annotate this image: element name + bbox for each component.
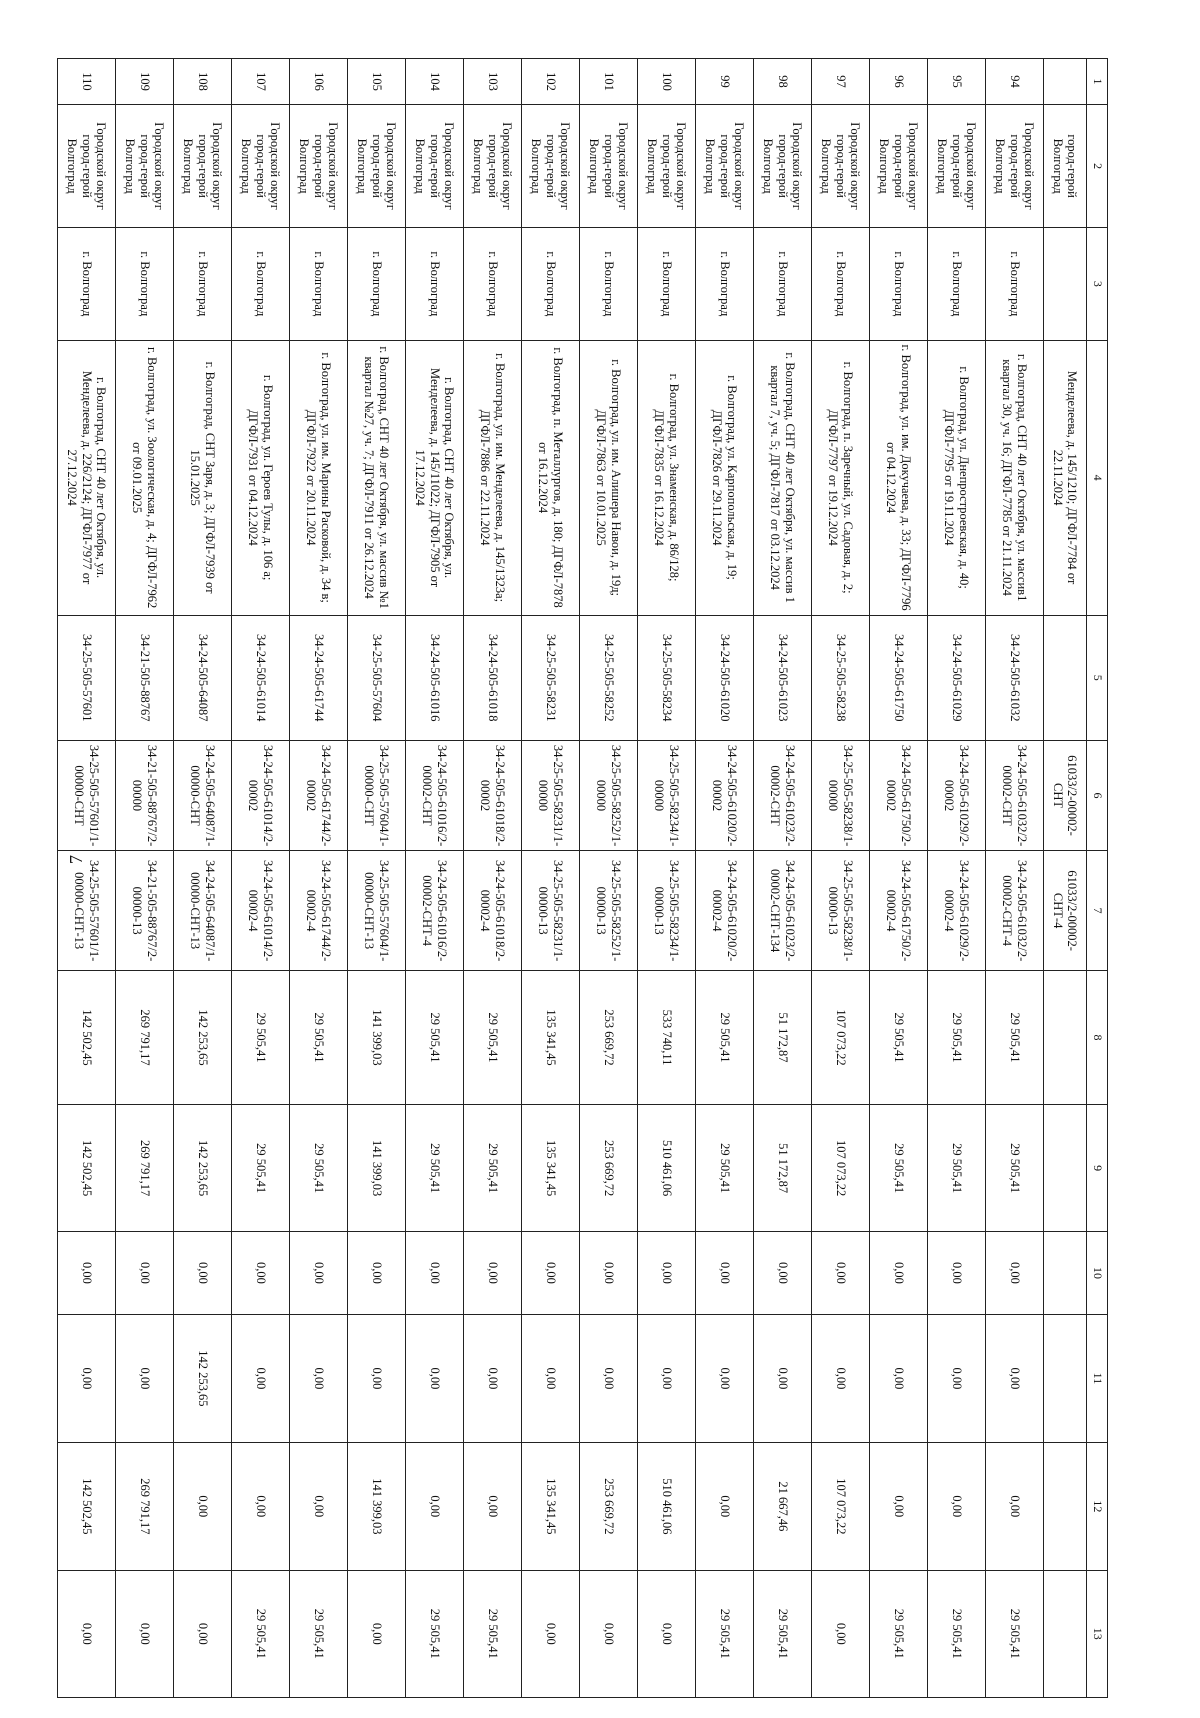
row-number-cell: 102 xyxy=(522,59,580,105)
table-cell: 34-24-505-61023 xyxy=(754,615,812,740)
table-cell: 34-25-505-58231/1-00000-13 xyxy=(522,851,580,971)
table-cell: г. Волгоград, СНТ 40 лет Октября, ул. Менделеева, д. 226/2124; ДГФЛ-7977 от 27.12.2024 xyxy=(58,340,116,615)
table-cell: 269 791,17 xyxy=(116,971,174,1105)
table-cell: 142 502,45 xyxy=(58,1104,116,1231)
table-cell: 253 669,72 xyxy=(580,1104,638,1231)
table-cell: г. Волгоград xyxy=(986,228,1044,340)
table-cell: 61033/2-00002-СНТ xyxy=(1044,740,1087,850)
table-cell: 0,00 xyxy=(928,1443,986,1570)
table-cell: 141 399,03 xyxy=(348,971,406,1105)
table-cell xyxy=(1044,1104,1087,1231)
table-cell: Городской округ город-герой Волгоград xyxy=(348,105,406,228)
table-cell: г. Волгоград, ул. им. Марины Расковой, д. 34 в; ДГФЛ-7922 от 20.11.2024 xyxy=(290,340,348,615)
table-cell: 0,00 xyxy=(348,1570,406,1697)
table-cell: 0,00 xyxy=(232,1314,290,1442)
table-cell: 34-24-505-61032/2-00002-СНТ xyxy=(986,740,1044,850)
header-cell: 12 xyxy=(1087,1443,1108,1570)
table-cell: 34-24-505-61016 xyxy=(406,615,464,740)
table-cell: 29 505,41 xyxy=(696,971,754,1105)
table-cell: 34-25-505-58231 xyxy=(522,615,580,740)
table-cell: 0,00 xyxy=(290,1314,348,1442)
table-cell: 135 341,45 xyxy=(522,1104,580,1231)
table-cell: 34-21-505-88767 xyxy=(116,615,174,740)
row-number-cell: 104 xyxy=(406,59,464,105)
table-cell: 34-24-505-61020 xyxy=(696,615,754,740)
table-cell: 34-24-505-64087 xyxy=(174,615,232,740)
table-cell: 34-24-505-61016/2-00002-СНТ xyxy=(406,740,464,850)
table-cell: 0,00 xyxy=(58,1232,116,1314)
table-cell: 34-24-505-61018 xyxy=(464,615,522,740)
table-cell: 0,00 xyxy=(232,1443,290,1570)
table-cell: 135 341,45 xyxy=(522,971,580,1105)
table-cell: 253 669,72 xyxy=(580,971,638,1105)
table-cell: 142 502,45 xyxy=(58,971,116,1105)
table-cell: Городской округ город-герой Волгоград xyxy=(116,105,174,228)
table-cell: г. Волгоград, ул. Героев Тулы, д. 106 а; ДГФЛ-7931 от 04.12.2024 xyxy=(232,340,290,615)
table-cell: 34-24-505-61744/2-00002-4 xyxy=(290,851,348,971)
table-cell: 34-25-505-57601 xyxy=(58,615,116,740)
table-cell: 34-25-505-57604/1-00000-СНТ-13 xyxy=(348,851,406,971)
table-cell: 29 505,41 xyxy=(754,1570,812,1697)
row-number-cell: 107 xyxy=(232,59,290,105)
table-cell: 29 505,41 xyxy=(232,971,290,1105)
table-cell: Городской округ город-герой Волгоград xyxy=(58,105,116,228)
registry-table xyxy=(57,58,1108,1698)
table-cell: 0,00 xyxy=(928,1232,986,1314)
table-cell: 34-24-505-61018/2-00002-4 xyxy=(464,851,522,971)
table-cell: Городской округ город-герой Волгоград xyxy=(928,105,986,228)
table-cell: Городской округ город-герой Волгоград xyxy=(638,105,696,228)
table-cell: 34-24-505-61023/2-00002-СНТ-134 xyxy=(754,851,812,971)
table-cell: 34-24-505-61020/2-00002-4 xyxy=(696,851,754,971)
table-cell: г. Волгоград xyxy=(638,228,696,340)
table-row xyxy=(696,59,754,1698)
table-row xyxy=(232,59,290,1698)
table-cell: Городской округ город-герой Волгоград xyxy=(754,105,812,228)
table-cell: 29 505,41 xyxy=(406,1570,464,1697)
table-cell: г. Волгоград xyxy=(870,228,928,340)
table-cell: 0,00 xyxy=(290,1232,348,1314)
table-cell: 253 669,72 xyxy=(580,1443,638,1570)
table-cell xyxy=(1044,1443,1087,1570)
table-cell: 34-24-505-64087/1-00000-СНТ-13 xyxy=(174,851,232,971)
rotated-table-wrapper xyxy=(65,58,1108,1698)
table-cell: 34-25-505-58238 xyxy=(812,615,870,740)
table-row xyxy=(58,59,116,1698)
table-cell: 29 505,41 xyxy=(406,971,464,1105)
table-cell: г. Волгоград, СНТ 40 лет Октября, ул. Менделеева, д. 145/11022; ДГФЛ-7905 от 17.12.2024 xyxy=(406,340,464,615)
table-row xyxy=(986,59,1044,1698)
table-cell: 34-25-505-58238/1-00000-13 xyxy=(812,851,870,971)
table-row xyxy=(580,59,638,1698)
table-cell: 34-24-505-61014 xyxy=(232,615,290,740)
table-cell: 0,00 xyxy=(406,1232,464,1314)
table-cell: 34-24-505-61018/2-00002 xyxy=(464,740,522,850)
header-cell: 7 xyxy=(1087,851,1108,971)
row-number-cell: 109 xyxy=(116,59,174,105)
table-cell: 107 073,22 xyxy=(812,971,870,1105)
table-cell: 0,00 xyxy=(58,1314,116,1442)
table-cell: 29 505,41 xyxy=(464,1104,522,1231)
row-number-cell: 96 xyxy=(870,59,928,105)
table-cell: 34-25-505-57604/1-00000-СНТ xyxy=(348,740,406,850)
table-row xyxy=(928,59,986,1698)
table-cell xyxy=(1044,615,1087,740)
table-cell: 107 073,22 xyxy=(812,1443,870,1570)
table-cell: 34-25-505-58234/1-00000 xyxy=(638,740,696,850)
table-cell: 0,00 xyxy=(986,1314,1044,1442)
table-cell: 34-25-505-58234/1-00000-13 xyxy=(638,851,696,971)
table-header-row xyxy=(1087,59,1108,1698)
table-cell: 0,00 xyxy=(348,1314,406,1442)
header-cell: 11 xyxy=(1087,1314,1108,1442)
row-number-cell: 110 xyxy=(58,59,116,105)
table-cell: Городской округ город-герой Волгоград xyxy=(232,105,290,228)
row-number-cell: 100 xyxy=(638,59,696,105)
table-row xyxy=(348,59,406,1698)
table-cell: город-герой Волгоград xyxy=(1044,105,1087,228)
table-cell: 0,00 xyxy=(986,1232,1044,1314)
table-cell: г. Волгоград xyxy=(348,228,406,340)
table-cell: 34-25-505-58234 xyxy=(638,615,696,740)
table-cell: 34-24-505-61029/2-00002-4 xyxy=(928,851,986,971)
table-cell: 0,00 xyxy=(638,1232,696,1314)
table-cell: 0,00 xyxy=(116,1314,174,1442)
table-cell: Городской округ город-герой Волгоград xyxy=(290,105,348,228)
table-cell: 135 341,45 xyxy=(522,1443,580,1570)
table-cell xyxy=(1044,1314,1087,1442)
table-cell: г. Волгоград, ул. Зоологическая, д. 4; ДГФЛ-7962 от 09.01.2025 xyxy=(116,340,174,615)
table-cell: 29 505,41 xyxy=(232,1104,290,1231)
table-cell: 34-25-505-58252/1-00000 xyxy=(580,740,638,850)
table-cell: Городской округ город-герой Волгоград xyxy=(174,105,232,228)
table-cell: г. Волгоград, ул. им. Докучаева, д. 33; ДГФЛ-7796 от 04.12.2024 xyxy=(870,340,928,615)
header-cell: 10 xyxy=(1087,1232,1108,1314)
table-cell: 34-24-505-61014/2-00002-4 xyxy=(232,851,290,971)
table-cell: 34-24-505-64087/1-00000-СНТ xyxy=(174,740,232,850)
table-cell: г. Волгоград xyxy=(812,228,870,340)
table-cell: 0,00 xyxy=(812,1314,870,1442)
header-cell: 6 xyxy=(1087,740,1108,850)
table-cell: Городской округ город-герой Волгоград xyxy=(464,105,522,228)
table-row xyxy=(812,59,870,1698)
table-cell: г. Волгоград, СНТ 40 лет Октября, ул. массив №1 квартал №27, уч. 7; ДГФЛ-7911 от 26.12.2024 xyxy=(348,340,406,615)
table-cell: 34-24-505-61020/2-00002 xyxy=(696,740,754,850)
table-cell: 29 505,41 xyxy=(986,1104,1044,1231)
table-cell: 0,00 xyxy=(174,1232,232,1314)
row-number-cell: 99 xyxy=(696,59,754,105)
table-cell: г. Волгоград xyxy=(290,228,348,340)
table-row xyxy=(870,59,928,1698)
table-cell: 0,00 xyxy=(580,1232,638,1314)
table-cell: 141 399,03 xyxy=(348,1443,406,1570)
table-row xyxy=(116,59,174,1698)
table-cell: г. Волгоград xyxy=(232,228,290,340)
table-cell: Менделеева, д. 145/1210; ДГФЛ-7784 от 22.11.2024 xyxy=(1044,340,1087,615)
table-cell: 34-25-505-58252/1-00000-13 xyxy=(580,851,638,971)
row-number-cell: 98 xyxy=(754,59,812,105)
table-cell: 0,00 xyxy=(754,1232,812,1314)
table-cell: Городской округ город-герой Волгоград xyxy=(812,105,870,228)
table-cell: 0,00 xyxy=(638,1314,696,1442)
table-cell: 29 505,41 xyxy=(986,971,1044,1105)
table-cell: 29 505,41 xyxy=(464,1570,522,1697)
table-row xyxy=(174,59,232,1698)
table-cell: г. Волгоград xyxy=(174,228,232,340)
table-cell: г. Волгоград, СНТ Заря, д. 3; ДГФЛ-7939 от 15.01.2025 xyxy=(174,340,232,615)
table-cell: 29 505,41 xyxy=(232,1570,290,1697)
table-cell: 34-24-505-61750 xyxy=(870,615,928,740)
table-cell: 34-25-505-57601/1-00000-СНТ-13 xyxy=(58,851,116,971)
header-cell: 2 xyxy=(1087,105,1108,228)
table-cell: г. Волгоград, ул. Знаменская, д. 86/128; ДГФЛ-7835 от 16.12.2024 xyxy=(638,340,696,615)
table-cell: 29 505,41 xyxy=(406,1104,464,1231)
table-cell: 0,00 xyxy=(464,1314,522,1442)
table-cell: 533 740,11 xyxy=(638,971,696,1105)
table-cell: г. Волгоград, СНТ 40 лет Октября, ул. массив 1 квартал 7, уч. 5; ДГФЛ-7817 от 03.12.2024 xyxy=(754,340,812,615)
table-cell: г. Волгоград xyxy=(464,228,522,340)
table-cell: 0,00 xyxy=(696,1232,754,1314)
table-cell: 142 502,45 xyxy=(58,1443,116,1570)
table-cell: 29 505,41 xyxy=(696,1570,754,1697)
table-cell: 34-21-505-88767/2-00000-13 xyxy=(116,851,174,971)
table-cell: 0,00 xyxy=(812,1570,870,1697)
table-cell: 0,00 xyxy=(464,1443,522,1570)
table-cell: г. Волгоград xyxy=(580,228,638,340)
table-cell: г. Волгоград xyxy=(696,228,754,340)
row-number-cell: 101 xyxy=(580,59,638,105)
table-cell: г. Волгоград xyxy=(754,228,812,340)
table-cell xyxy=(1044,228,1087,340)
table-cell: 34-24-505-61016/2-00002-СНТ-4 xyxy=(406,851,464,971)
table-cell: г. Волгоград xyxy=(928,228,986,340)
table-cell: 0,00 xyxy=(580,1314,638,1442)
table-cell xyxy=(1044,1570,1087,1697)
table-cell: 0,00 xyxy=(754,1314,812,1442)
table-cell: 61033/2-00002-СНТ-4 xyxy=(1044,851,1087,971)
table-cell xyxy=(1044,59,1087,105)
table-cell xyxy=(1044,1232,1087,1314)
row-number-cell: 94 xyxy=(986,59,1044,105)
table-cell: 0,00 xyxy=(522,1570,580,1697)
table-cell: 0,00 xyxy=(174,1443,232,1570)
table-cell: Городской округ город-герой Волгоград xyxy=(986,105,1044,228)
table-cell: 0,00 xyxy=(638,1570,696,1697)
table-cell: 34-25-505-58231/1-00000 xyxy=(522,740,580,850)
table-cell: 34-25-505-57601/1-00000-СНТ xyxy=(58,740,116,850)
table-cell: 34-24-505-61032/2-00002-СНТ-4 xyxy=(986,851,1044,971)
table-cell: 21 667,46 xyxy=(754,1443,812,1570)
table-cell: Городской округ город-герой Волгоград xyxy=(696,105,754,228)
table-cell: г. Волгоград, п. Металлургов, д. 180; ДГФЛ-7878 от 16.12.2024 xyxy=(522,340,580,615)
header-cell: 4 xyxy=(1087,340,1108,615)
table-cell: 29 505,41 xyxy=(870,971,928,1105)
table-cell: г. Волгоград, ул. им. Алишера Навои, д. 19д; ДГФЛ-7863 от 10.01.2025 xyxy=(580,340,638,615)
table-cell: 0,00 xyxy=(116,1570,174,1697)
table-cell: 29 505,41 xyxy=(928,1104,986,1231)
table-cell: 142 253,65 xyxy=(174,1104,232,1231)
table-cell: Городской округ город-герой Волгоград xyxy=(522,105,580,228)
table-cell: 0,00 xyxy=(986,1443,1044,1570)
table-cell: 0,00 xyxy=(522,1314,580,1442)
table-row xyxy=(464,59,522,1698)
table-row xyxy=(522,59,580,1698)
table-cell: 29 505,41 xyxy=(870,1570,928,1697)
table-cell: 269 791,17 xyxy=(116,1104,174,1231)
table-cell: 0,00 xyxy=(580,1570,638,1697)
table-cell: 142 253,65 xyxy=(174,971,232,1105)
table-cell: г. Волгоград, СНТ 40 лет Октября, ул. массив1 квартал 30, уч. 16; ДГФЛ-7785 от 21.11.2024 xyxy=(986,340,1044,615)
table-cell: г. Волгоград, ул. Карпопольская, д. 19; ДГФЛ-7826 от 29.11.2024 xyxy=(696,340,754,615)
page-number: 7 xyxy=(65,854,86,864)
table-cell: 34-24-505-61029/2-00002 xyxy=(928,740,986,850)
table-cell: 0,00 xyxy=(406,1314,464,1442)
table-cell: 34-25-505-58238/1-00000 xyxy=(812,740,870,850)
table-cell: 34-24-505-61750/2-00002 xyxy=(870,740,928,850)
row-number-cell: 106 xyxy=(290,59,348,105)
table-cell: Городской округ город-герой Волгоград xyxy=(870,105,928,228)
table-cell: 510 461,06 xyxy=(638,1104,696,1231)
table-cell: 107 073,22 xyxy=(812,1104,870,1231)
table-cell: 0,00 xyxy=(696,1443,754,1570)
table-cell: 0,00 xyxy=(522,1232,580,1314)
header-cell: 1 xyxy=(1087,59,1108,105)
table-cell: 141 399,03 xyxy=(348,1104,406,1231)
row-number-cell: 105 xyxy=(348,59,406,105)
row-number-cell: 95 xyxy=(928,59,986,105)
table-cell: г. Волгоград, п. Заречный, ул. Садовая, д. 2; ДГФЛ-7797 от 19.12.2024 xyxy=(812,340,870,615)
table-cell: 0,00 xyxy=(116,1232,174,1314)
table-cell: г. Волгоград, ул. Днепростроевская, д. 40; ДГФЛ-7795 от 19.11.2024 xyxy=(928,340,986,615)
table-cell: 34-24-505-61744/2-00002 xyxy=(290,740,348,850)
table-cell: 34-24-505-61023/2-00002-СНТ xyxy=(754,740,812,850)
table-cell: 0,00 xyxy=(290,1443,348,1570)
table-cell: 29 505,41 xyxy=(290,1104,348,1231)
table-cell: 510 461,06 xyxy=(638,1443,696,1570)
row-number-cell: 97 xyxy=(812,59,870,105)
header-cell: 5 xyxy=(1087,615,1108,740)
table-cell: г. Волгоград xyxy=(522,228,580,340)
table-row xyxy=(754,59,812,1698)
continuation-row xyxy=(1044,59,1087,1698)
table-row xyxy=(406,59,464,1698)
table-row xyxy=(290,59,348,1698)
table-cell: г. Волгоград xyxy=(116,228,174,340)
table-cell: 51 172,87 xyxy=(754,971,812,1105)
row-number-cell: 103 xyxy=(464,59,522,105)
table-cell: 34-24-505-61029 xyxy=(928,615,986,740)
table-cell: г. Волгоград, ул. им. Менделеева, д. 145/1323а; ДГФЛ-7886 от 22.11.2024 xyxy=(464,340,522,615)
table-cell: 29 505,41 xyxy=(290,1570,348,1697)
table-cell: Городской округ город-герой Волгоград xyxy=(406,105,464,228)
table-cell: г. Волгоград xyxy=(58,228,116,340)
table-cell: 29 505,41 xyxy=(928,971,986,1105)
table-cell: Городской округ город-герой Волгоград xyxy=(580,105,638,228)
table-cell: 0,00 xyxy=(406,1443,464,1570)
table-cell: 0,00 xyxy=(464,1232,522,1314)
table-cell: 29 505,41 xyxy=(696,1104,754,1231)
table-cell: 0,00 xyxy=(870,1314,928,1442)
table-cell: 0,00 xyxy=(348,1232,406,1314)
table-cell: 142 253,65 xyxy=(174,1314,232,1442)
table-cell: 34-24-505-61744 xyxy=(290,615,348,740)
table-cell: 34-25-505-57604 xyxy=(348,615,406,740)
table-cell: 0,00 xyxy=(58,1570,116,1697)
table-cell: 34-24-505-61032 xyxy=(986,615,1044,740)
table-row xyxy=(638,59,696,1698)
table-cell: 269 791,17 xyxy=(116,1443,174,1570)
header-cell: 13 xyxy=(1087,1570,1108,1697)
table-cell: 29 505,41 xyxy=(986,1570,1044,1697)
table-cell xyxy=(1044,971,1087,1105)
table-cell: 34-21-505-88767/2-00000 xyxy=(116,740,174,850)
table-cell: 0,00 xyxy=(812,1232,870,1314)
table-cell: 0,00 xyxy=(928,1314,986,1442)
table-cell: 34-24-505-61014/2-00002 xyxy=(232,740,290,850)
table-cell: 29 505,41 xyxy=(464,971,522,1105)
table-cell: 29 505,41 xyxy=(290,971,348,1105)
table-cell: 29 505,41 xyxy=(928,1570,986,1697)
table-cell: 29 505,41 xyxy=(870,1104,928,1231)
row-number-cell: 108 xyxy=(174,59,232,105)
table-cell: 51 172,87 xyxy=(754,1104,812,1231)
header-cell: 8 xyxy=(1087,971,1108,1105)
table-cell: 0,00 xyxy=(696,1314,754,1442)
table-cell: 0,00 xyxy=(232,1232,290,1314)
table-cell: 34-24-505-61750/2-00002-4 xyxy=(870,851,928,971)
table-cell: 0,00 xyxy=(870,1443,928,1570)
table-cell: 34-25-505-58252 xyxy=(580,615,638,740)
table-cell: г. Волгоград xyxy=(406,228,464,340)
table-cell: 0,00 xyxy=(174,1570,232,1697)
table-cell: 0,00 xyxy=(870,1232,928,1314)
header-cell: 9 xyxy=(1087,1104,1108,1231)
header-cell: 3 xyxy=(1087,228,1108,340)
